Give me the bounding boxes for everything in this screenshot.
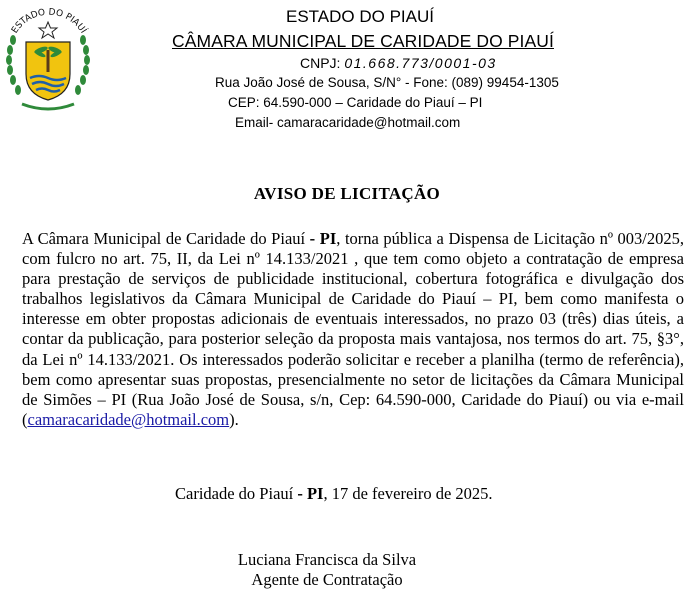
- header-council-name: CÂMARA MUNICIPAL DE CARIDADE DO PIAUÍ: [172, 31, 554, 51]
- date-part-1: Caridade do Piauí: [175, 484, 294, 503]
- header-state: ESTADO DO PIAUÍ: [286, 7, 434, 26]
- notice-body: [22, 229, 684, 430]
- header-email: Email- camaracaridade@hotmail.com: [235, 115, 461, 130]
- date-part-2: - PI: [293, 484, 324, 503]
- cnpj-label: CNPJ:: [300, 55, 341, 71]
- body-part-2: - PI: [305, 229, 337, 248]
- signatory-role: Agente de Contratação: [251, 570, 403, 589]
- signatory-name: Luciana Francisca da Silva: [237, 550, 417, 569]
- date-part-3: , 17 de fevereiro de 2025.: [323, 484, 493, 503]
- header-cep: CEP: 64.590-000 – Caridade do Piauí – PI: [228, 95, 483, 110]
- piaui-seal-logo: [2, 4, 94, 116]
- body-part-4: ).: [229, 409, 239, 429]
- email-link[interactable]: camaracaridade@hotmail.com: [27, 409, 230, 429]
- body-part-3: , torna pública a Dispensa de Licitação nº 003/2025, com fulcro no art. 75, II, da Lei nº 14.133/2021 , que tem como objeto a contratação de empresa para prestação de serviços de publicidade institucional, cobertura fotográfica e divulgação dos trabalhos legislativos da Câmara Municipal de Caridade do Piauí – PI, bem como manifesta o interesse em obter propostas adicionais de eventuais interessados, no prazo 03 (três) dias úteis, a contar da publicação, para posterior seleção da proposta mais vantajosa, nos termos do art. 75, §3°, da Lei nº 14.133/2021. Os interessados poderão solicitar e receber a planilha (termo de referência), bem como apresentar suas propostas, presencialmente no setor de licitações da Câmara Municipal de Simões – PI (Rua João José de Sousa, s/n, Cep: 64.590-000, Caridade do Piauí) ou via e-mail (: [22, 229, 684, 429]
- header-cnpj: [300, 55, 497, 71]
- notice-title: AVISO DE LICITAÇÃO: [253, 184, 441, 203]
- cnpj-value: 01.668.773/0001-03: [344, 55, 497, 71]
- seal-label-text: ESTADO DO PIAUÍ: [10, 7, 88, 36]
- body-part-1: A Câmara Municipal de Caridade do Piauí: [22, 229, 306, 248]
- header-address: Rua João José de Sousa, S/N° - Fone: (089) 99454-1305: [215, 75, 559, 90]
- notice-date: [175, 484, 493, 504]
